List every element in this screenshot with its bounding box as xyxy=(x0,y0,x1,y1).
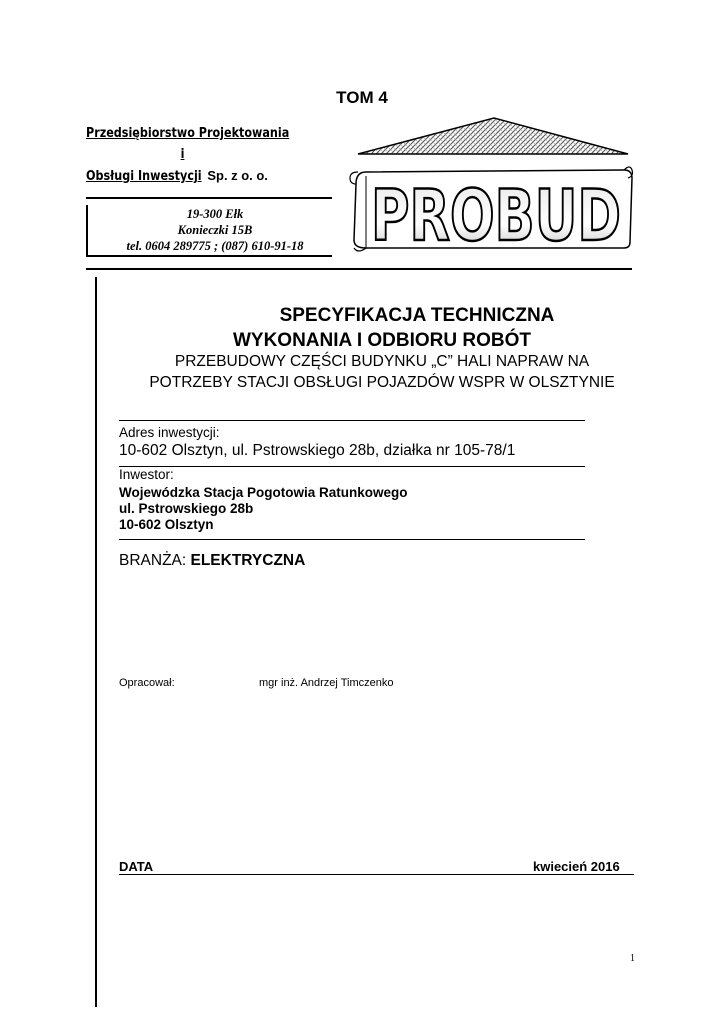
company-legal-form: Sp. z o. o. xyxy=(207,168,269,183)
title-line-1: SPECYFIKACJA TECHNICZNA xyxy=(279,305,555,326)
investment-label: Adres inwestycji: xyxy=(119,425,220,440)
company-name xyxy=(86,123,301,187)
prepared-by-label: Opracował: xyxy=(119,677,175,689)
branch-divider-top xyxy=(119,539,585,540)
volume-label: TOM 4 xyxy=(336,88,388,107)
branch-label: BRANŻA: xyxy=(119,552,187,569)
address-bracket xyxy=(86,205,88,255)
header-divider xyxy=(86,268,632,270)
subtitle-line-2: POTRZEBY STACJI OBSŁUGI POJAZDÓW WSPR W OLSZTYNIE xyxy=(149,374,615,391)
probud-logo xyxy=(348,112,638,262)
address-divider xyxy=(86,255,332,257)
prepared-by-name: mgr inż. Andrzej Timczenko xyxy=(259,677,394,689)
investor-line-3: 10-602 Olsztyn xyxy=(119,517,214,532)
investment-divider-top xyxy=(119,420,585,421)
investment-value: 10-602 Olsztyn, ul. Pstrowskiego 28b, działka nr 105-78/1 xyxy=(119,442,516,459)
company-line-1: Przedsiębiorstwo Projektowania xyxy=(86,126,290,141)
address-phone: tel. 0604 289775 ; (087) 610-91-18 xyxy=(126,239,304,253)
date-label: DATA xyxy=(119,859,154,874)
investor-line-1: Wojewódzka Stacja Pogotowia Ratunkowego xyxy=(119,485,408,500)
branch xyxy=(119,552,305,570)
date-underline xyxy=(119,874,634,875)
investor-label: Inwestor: xyxy=(119,467,174,482)
subtitle-line-1: PRZEBUDOWY CZĘŚCI BUDYNKU „C” HALI NAPRAW NA xyxy=(174,353,590,370)
roof-shape xyxy=(358,118,628,154)
company-line-2: i xyxy=(180,147,185,162)
address-street: Konieczki 15B xyxy=(177,223,253,237)
investor-divider-top xyxy=(119,466,585,467)
page-number: 1 xyxy=(630,953,635,964)
title-line-2: WYKONANIA I ODBIORU ROBÓT xyxy=(232,330,531,351)
logo-text: PROBUD xyxy=(371,175,621,257)
investor-line-2: ul. Pstrowskiego 28b xyxy=(119,501,254,516)
date-value: kwiecień 2016 xyxy=(533,859,620,874)
company-line-3: Obsługi Inwestycji xyxy=(86,169,202,184)
company-divider xyxy=(86,197,332,199)
company-address xyxy=(100,206,330,254)
address-postal: 19-300 Ełk xyxy=(186,207,244,221)
branch-value: ELEKTRYCZNA xyxy=(190,552,306,569)
